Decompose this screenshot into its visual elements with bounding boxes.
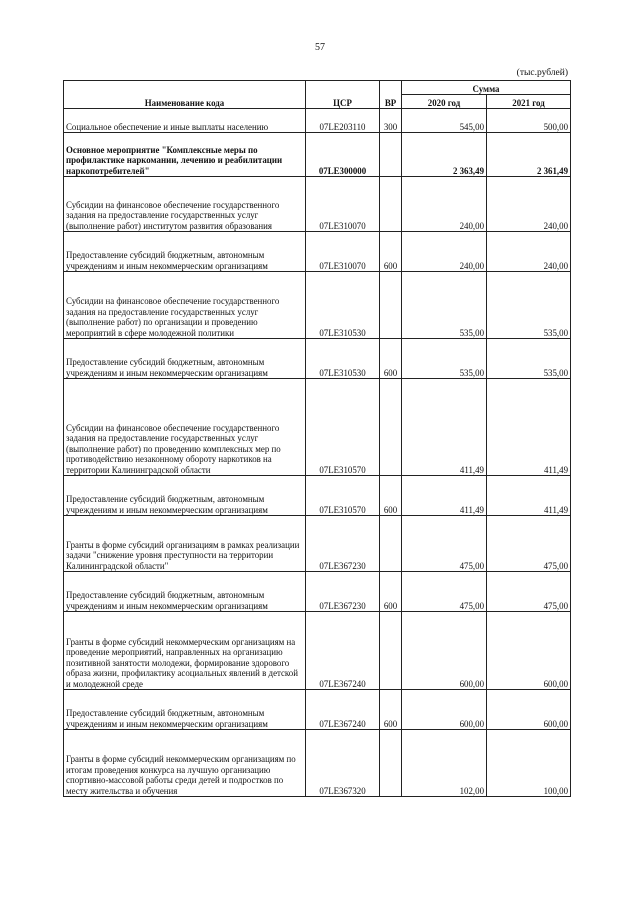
row-csr: 07LE310070 <box>306 177 380 232</box>
row-2021: 411,49 <box>487 379 571 476</box>
row-csr: 07LE310530 <box>306 272 380 339</box>
table-row <box>64 379 571 476</box>
row-csr: 07LE310530 <box>306 339 380 379</box>
row-csr: 07LE367320 <box>306 730 380 797</box>
row-name: Основное мероприятие "Комплексные меры по профилактике наркомании, лечению и реабилитации наркопотребителей" <box>64 133 306 177</box>
row-2020: 475,00 <box>402 516 487 572</box>
header-sum: Сумма <box>402 81 571 95</box>
row-2020: 600,00 <box>402 612 487 690</box>
row-2021: 100,00 <box>487 730 571 797</box>
row-2020: 240,00 <box>402 177 487 232</box>
row-vr: 300 <box>380 109 402 133</box>
header-year-2020: 2020 год <box>402 95 487 109</box>
row-name: Гранты в форме субсидий организациям в рамках реализации задачи "снижение уровня преступности на территории Калининградской области" <box>64 516 306 572</box>
header-name: Наименование кода <box>64 81 306 109</box>
row-vr <box>380 612 402 690</box>
row-2020: 102,00 <box>402 730 487 797</box>
row-2021: 2 361,49 <box>487 133 571 177</box>
row-2020: 411,49 <box>402 476 487 516</box>
row-2020: 600,00 <box>402 690 487 730</box>
row-vr: 600 <box>380 339 402 379</box>
row-2020: 475,00 <box>402 572 487 612</box>
table-row <box>64 690 571 730</box>
row-vr <box>380 379 402 476</box>
row-name: Предоставление субсидий бюджетным, автономным учреждениям и иным некоммерческим организациям <box>64 339 306 379</box>
row-name: Субсидии на финансовое обеспечение государственного задания на предоставление государственных услуг (выполнение работ) по организации и проведению мероприятий в сфере молодежной политики <box>64 272 306 339</box>
row-name: Предоставление субсидий бюджетным, автономным учреждениям и иным некоммерческим организациям <box>64 232 306 272</box>
budget-table <box>63 80 571 797</box>
table-row <box>64 339 571 379</box>
header-vr: ВР <box>380 81 402 109</box>
table-row <box>64 572 571 612</box>
row-2021: 500,00 <box>487 109 571 133</box>
row-vr <box>380 272 402 339</box>
row-name: Предоставление субсидий бюджетным, автономным учреждениям и иным некоммерческим организациям <box>64 690 306 730</box>
row-2020: 545,00 <box>402 109 487 133</box>
row-2020: 240,00 <box>402 232 487 272</box>
row-csr: 07LE367230 <box>306 572 380 612</box>
page-number: 57 <box>315 42 325 53</box>
row-name: Предоставление субсидий бюджетным, автономным учреждениям и иным некоммерческим организациям <box>64 572 306 612</box>
row-csr: 07LE310570 <box>306 476 380 516</box>
row-2021: 411,49 <box>487 476 571 516</box>
row-vr <box>380 177 402 232</box>
table-row <box>64 612 571 690</box>
row-name: Гранты в форме субсидий некоммерческим организациям по итогам проведения конкурса на лучшую организацию спортивно-массовой работы среди детей и подростков по месту жительства и обучения <box>64 730 306 797</box>
row-2020: 535,00 <box>402 272 487 339</box>
row-2020: 535,00 <box>402 339 487 379</box>
row-name: Субсидии на финансовое обеспечение государственного задания на предоставление государственных услуг (выполнение работ) институтом развития образования <box>64 177 306 232</box>
row-name: Социальное обеспечение и иные выплаты населению <box>64 109 306 133</box>
row-2021: 240,00 <box>487 177 571 232</box>
row-csr: 07LE367230 <box>306 516 380 572</box>
row-vr: 600 <box>380 232 402 272</box>
row-2020: 411,49 <box>402 379 487 476</box>
row-vr <box>380 133 402 177</box>
header-year-2021: 2021 год <box>487 95 571 109</box>
table-row <box>64 272 571 339</box>
header-csr: ЦСР <box>306 81 380 109</box>
table-row <box>64 730 571 797</box>
row-vr: 600 <box>380 690 402 730</box>
row-csr: 07LE367240 <box>306 612 380 690</box>
row-2021: 535,00 <box>487 272 571 339</box>
row-csr: 07LE300000 <box>306 133 380 177</box>
row-2021: 535,00 <box>487 339 571 379</box>
row-csr: 07LE310570 <box>306 379 380 476</box>
table-row <box>64 133 571 177</box>
row-name: Предоставление субсидий бюджетным, автономным учреждениям и иным некоммерческим организациям <box>64 476 306 516</box>
table-row <box>64 232 571 272</box>
row-2020: 2 363,49 <box>402 133 487 177</box>
table-row <box>64 109 571 133</box>
row-2021: 475,00 <box>487 572 571 612</box>
table-row <box>64 177 571 232</box>
row-vr: 600 <box>380 476 402 516</box>
row-vr <box>380 516 402 572</box>
row-vr <box>380 730 402 797</box>
table-row <box>64 516 571 572</box>
row-2021: 600,00 <box>487 612 571 690</box>
row-2021: 600,00 <box>487 690 571 730</box>
row-csr: 07LE310070 <box>306 232 380 272</box>
units-label: (тыс.рублей) <box>516 68 568 78</box>
row-csr: 07LE203110 <box>306 109 380 133</box>
row-csr: 07LE367240 <box>306 690 380 730</box>
row-2021: 240,00 <box>487 232 571 272</box>
table-row <box>64 476 571 516</box>
row-name: Субсидии на финансовое обеспечение государственного задания на предоставление государственных услуг (выполнение работ) по проведению комплексных мер по противодействию незаконному обороту наркотиков на территории Калининградской области <box>64 379 306 476</box>
row-2021: 475,00 <box>487 516 571 572</box>
row-name: Гранты в форме субсидий некоммерческим организациям на проведение мероприятий, направленных на организацию позитивной занятости молодежи, формирование здорового образа жизни, профилактику асоциальных явлений в детской и молодежной среде <box>64 612 306 690</box>
row-vr: 600 <box>380 572 402 612</box>
